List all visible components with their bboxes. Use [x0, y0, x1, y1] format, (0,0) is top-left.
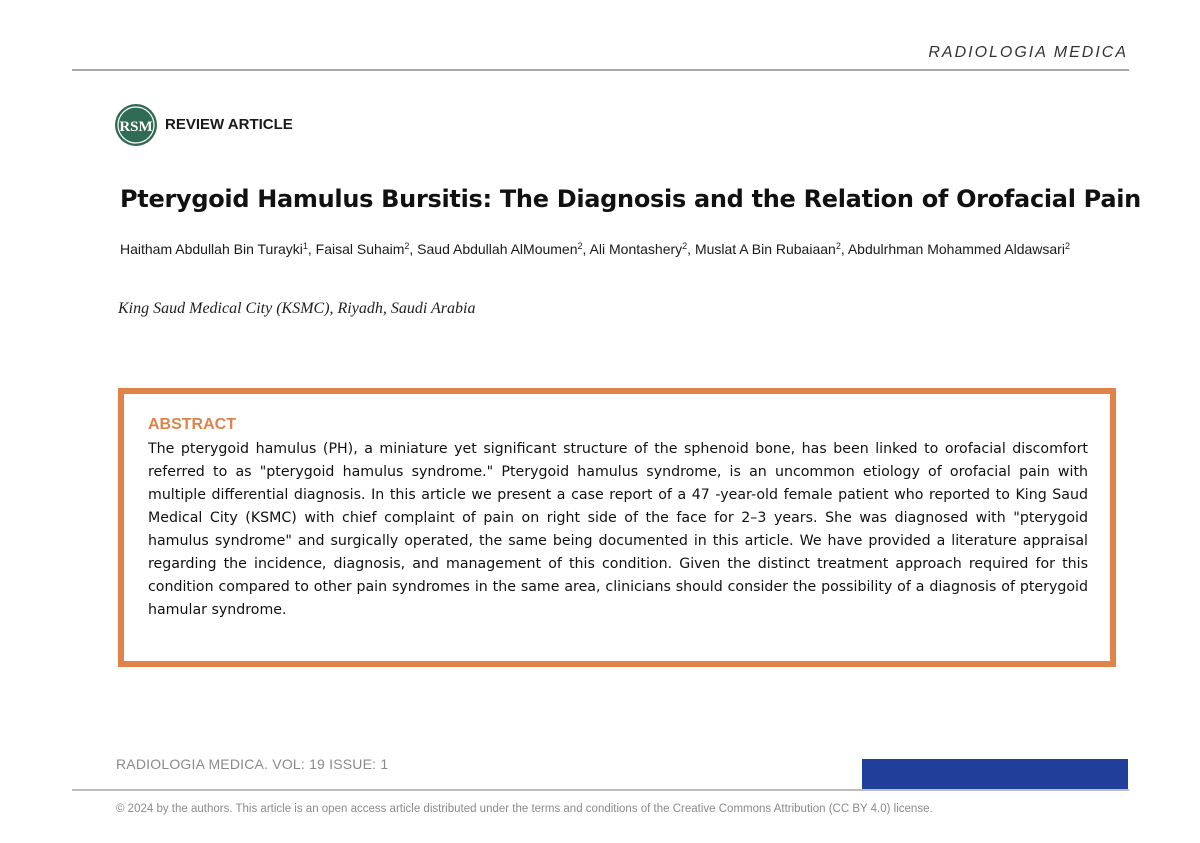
header-divider — [72, 69, 1129, 71]
svg-text:RSM: RSM — [119, 119, 153, 135]
footer-divider — [72, 789, 1129, 791]
author-name: Muslat A Bin Rubaiaan — [694, 241, 836, 257]
author-name: Faisal Suhaim — [315, 241, 405, 257]
author-affiliation-mark: 2 — [1064, 241, 1070, 251]
abstract-text: The pterygoid hamulus (PH), a miniature yet significant structure of the sphenoid bone, has been linked to orofacial discomfort referred to as "pterygoid hamulus syndrome." Pterygoid hamulus syndrome, is an uncommon etiology of orofacial pain with multiple differential diagnosis. In this article we present a case report of a 47 -year-old female patient who reported to King Saud Medical City (KSMC) with chief complaint of pain on right side of the face for 2–3 years. She was diagnosed with "pterygoid hamulus syndrome" and surgically operated, the same being documented in this article. We have provided a literature appraisal regarding the incidence, diagnosis, and management of this condition. Given the distinct treatment approach required for this condition compared to other pain syndromes in the same area, clinicians should consider the possibility of a diagnosis of pterygoid hamular syndrome. — [148, 441, 1088, 618]
footer-citation: RADIOLOGIA MEDICA. VOL: 19 ISSUE: 1 — [116, 756, 389, 772]
footer-accent-bar — [862, 759, 1128, 789]
journal-name-header: RADIOLOGIA MEDICA — [928, 44, 1128, 61]
author-name: Ali Montashery — [589, 241, 683, 257]
abstract-heading: ABSTRACT — [148, 416, 236, 433]
author-name: Abdulrhman Mohammed Aldawsari — [847, 241, 1065, 257]
author-affiliation-mark: 2 — [577, 241, 583, 251]
article-title: Pterygoid Hamulus Bursitis: The Diagnosis and the Relation of Orofacial Pain — [120, 185, 1141, 213]
author-affiliation-mark: 2 — [404, 241, 410, 251]
author-name: Saud Abdullah AlMoumen — [417, 241, 578, 257]
author-name: Haitham Abdullah Bin Turayki — [120, 241, 303, 257]
affiliation: King Saud Medical City (KSMC), Riyadh, Saudi Arabia — [118, 300, 476, 317]
author-list: Haitham Abdullah Bin Turayki$^1$, Faisal Suhaim$^2$, Saud Abdullah AlMoumen$^2$, Ali Montashery$^2$, Muslat A Bin Rubaiaan$^2$, Abdulrhman Mohammed Aldawsari$^2$ — [120, 241, 1070, 257]
author-affiliation-mark: 1 — [302, 241, 308, 251]
article-type-label: REVIEW ARTICLE — [165, 116, 293, 133]
author-affiliation-mark: 2 — [835, 241, 841, 251]
license-notice: © 2024 by the authors. This article is an open access article distributed under the terms and conditions of the Creative Commons Attribution (CC BY 4.0) license. — [116, 803, 933, 815]
rsm-logo-icon — [114, 103, 158, 147]
author-affiliation-mark: 2 — [682, 241, 688, 251]
